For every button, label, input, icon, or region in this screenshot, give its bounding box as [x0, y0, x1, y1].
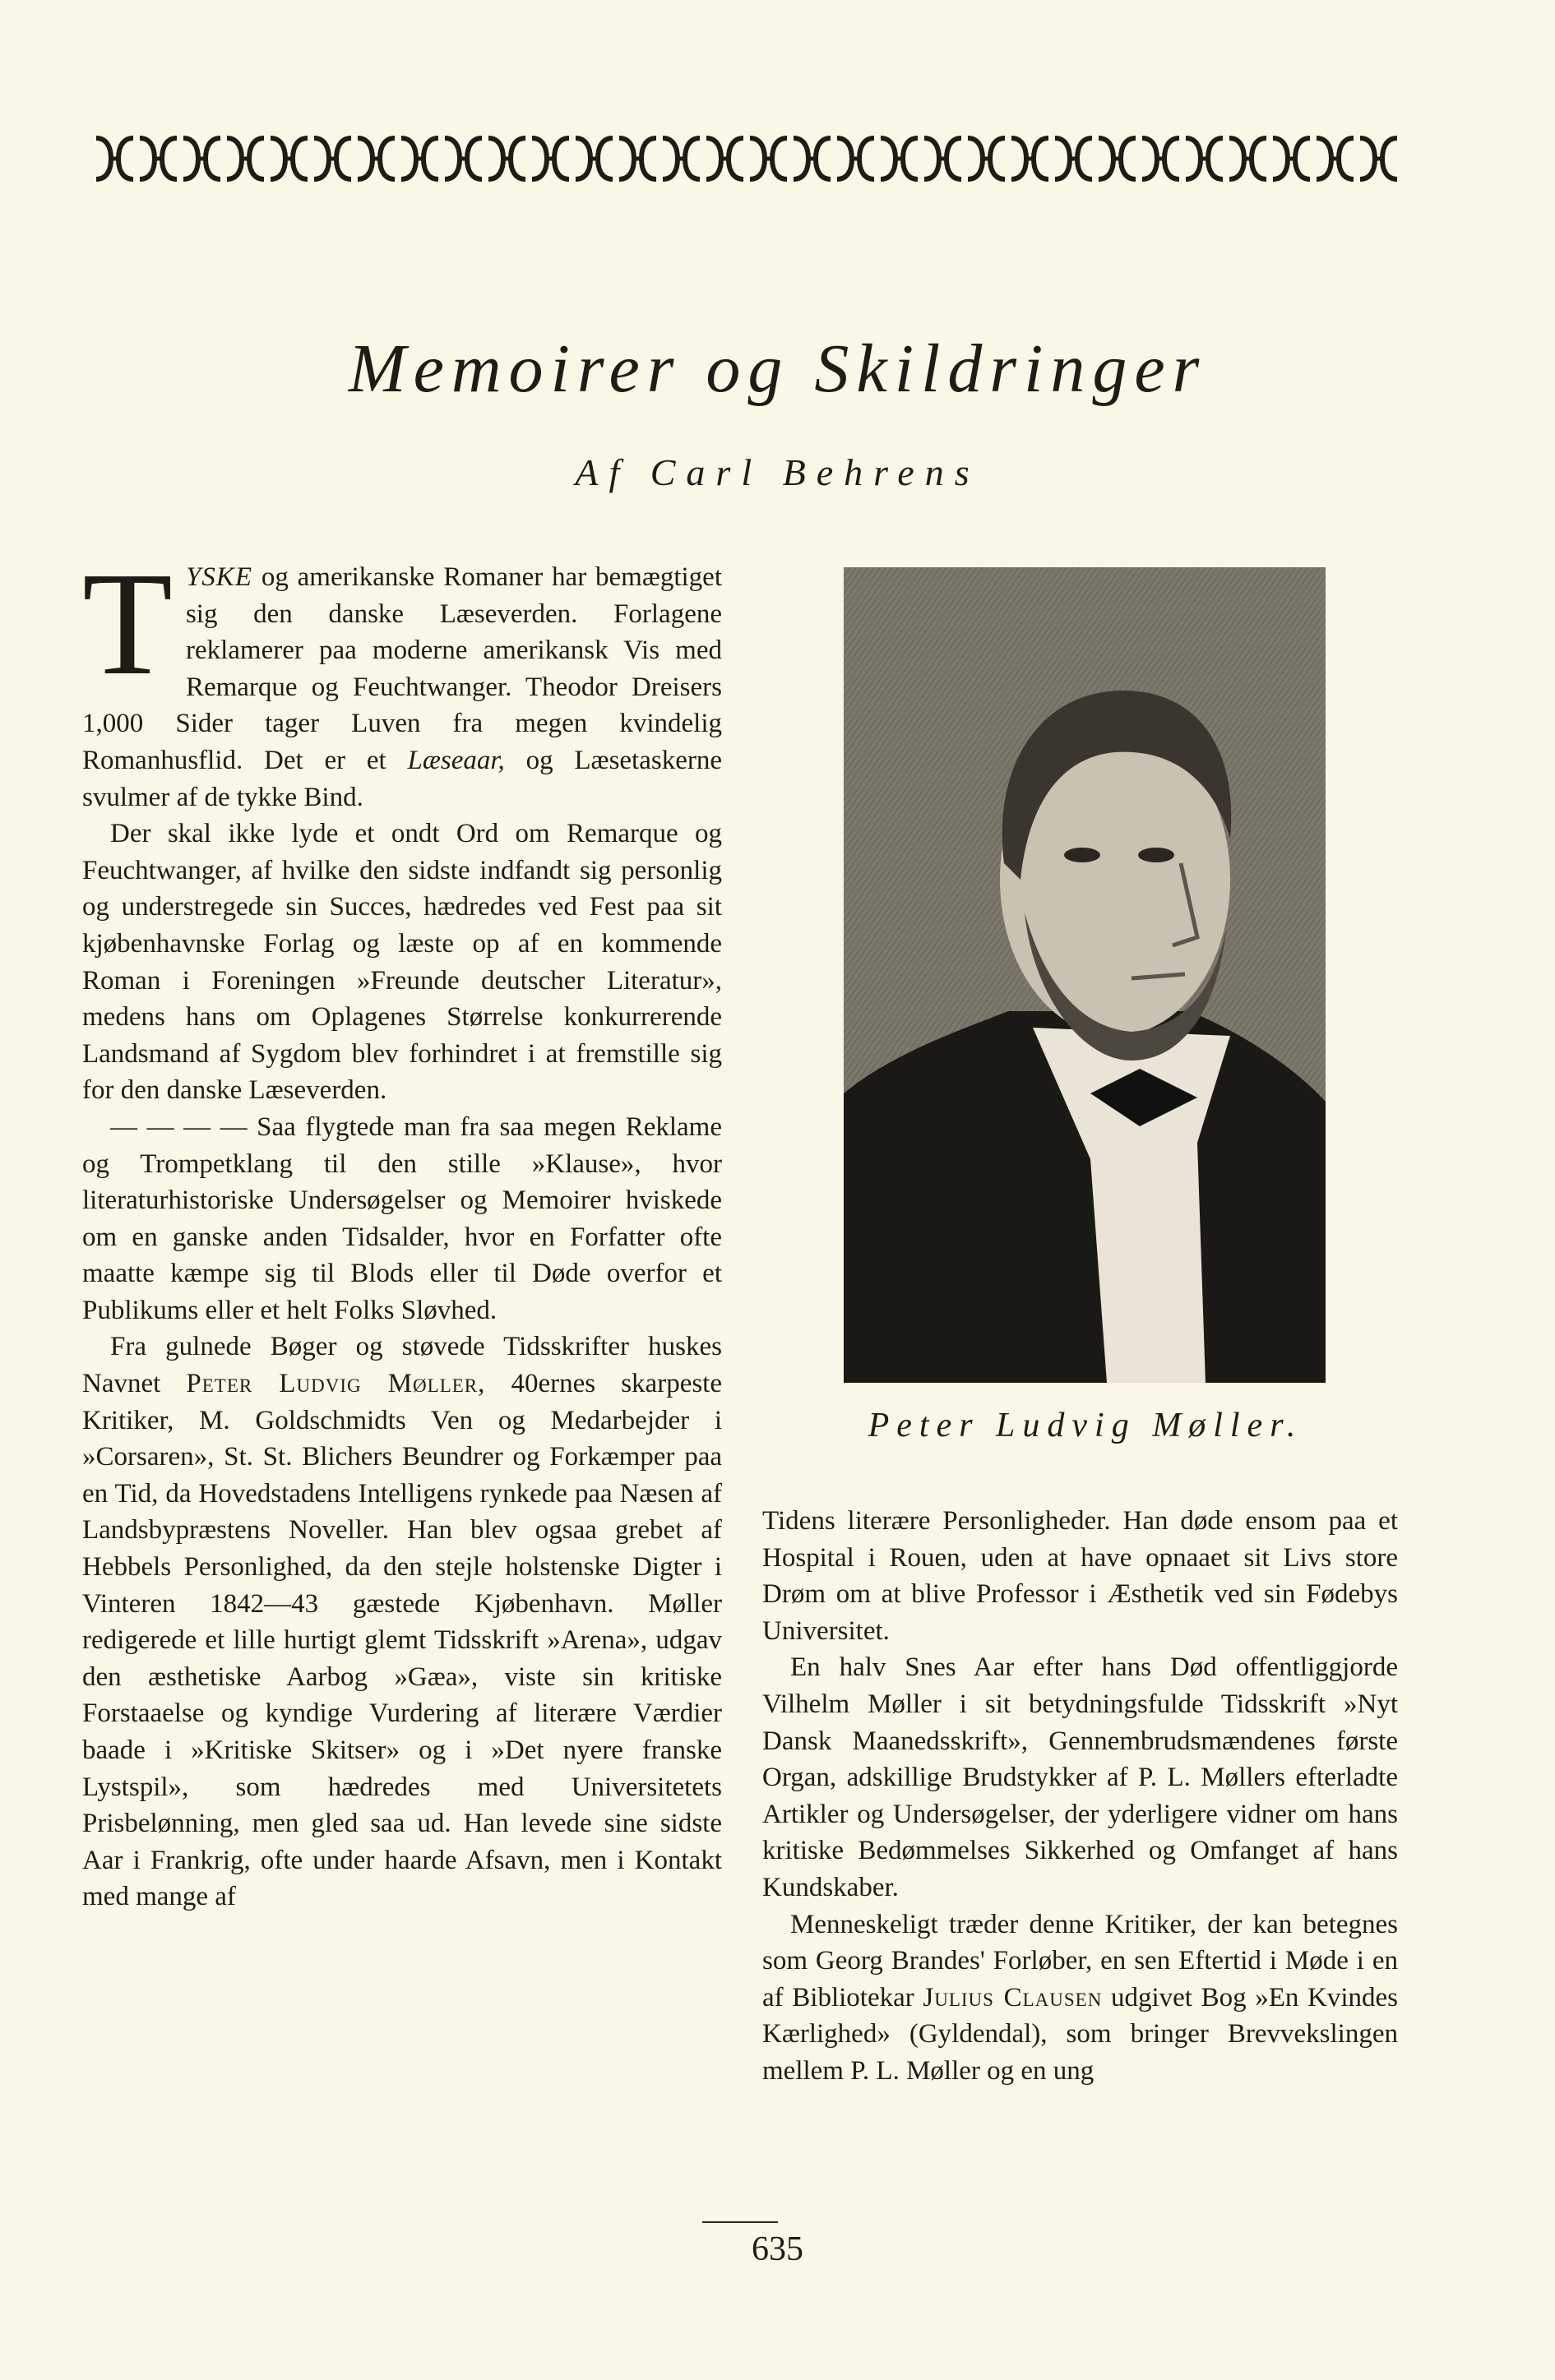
decorative-border-ornament [93, 133, 1400, 184]
portrait-caption: Peter Ludvig Møller. [868, 1407, 1303, 1444]
drop-cap: T [82, 542, 173, 705]
page-number: 635 [752, 2230, 803, 2268]
opening-word: YSKE [185, 562, 252, 592]
paragraph [82, 1329, 722, 1916]
paragraph [762, 1906, 1398, 2090]
left-text-column [82, 542, 722, 1916]
portrait-image [844, 567, 1326, 1383]
person-name: Julius Clausen [923, 1982, 1103, 2013]
paragraph-text: og Læsetaskerne svulmer af de tykke Bind. [82, 745, 722, 812]
person-name: Peter Ludvig Møller, [186, 1369, 486, 1399]
italic-text: Læseaar, [407, 745, 505, 775]
author-byline: Af Carl Behrens [575, 451, 980, 493]
paragraph: En halv Snes Aar efter hans Død offentliggjorde Vilhelm Møller i sit betydningsfulde Tidsskrift »Nyt Dansk Maanedsskrift», Gennembrudsmændenes første Organ, adskillige Brudstykker af P. L. Møllers efterladte Artikler og Undersøgelser, der yderligere vidner om hans kritiske Bedømmelses Sikkerhed og Omfanget af hans Kundskaber. [762, 1652, 1398, 1902]
paragraph-text: og amerikanske Romaner har bemægtiget sig den danske Læseverden. Forlagene reklamerer paa moderne amerikansk Vis med Remarque og Feuchtwanger. Theodor Dreisers 1,000 Sider tager Luven fra megen kvindelig Romanhusflid. Det er et [82, 562, 722, 775]
article-title: Memoirer og Skildringer [348, 330, 1207, 407]
right-text-column [762, 1503, 1398, 2090]
page-number-rule [702, 2221, 778, 2223]
paragraph: Der skal ikke lyde et ondt Ord om Remarque og Feuchtwanger, af hvilke den sidste indfandt sig personlig og understregede sin Succes, hædredes ved Fest paa sit kjøbenhavnske Forlag og læste op af en kommende Roman i Foreningen »Freunde deutscher Literatur», medens hans om Oplagenes Størrelse konkurrerende Landsmand af Sygdom blev forhindret i at fremstille sig for den danske Læseverden. [82, 819, 722, 1106]
paragraph: Tidens literære Personligheder. Han døde ensom paa et Hospital i Rouen, uden at have opnaaet sit Livs store Drøm om at blive Professor i Æsthetik ved sin Fødebys Universitet. [762, 1506, 1398, 1646]
paragraph-text: Menneskeligt træder denne Kritiker, der kan betegnes som Georg Brandes' Forløber, en sen Eftertid i Møde i en af Bibliotekar [762, 1909, 1398, 2013]
paragraph-text: 40ernes skarpeste Kritiker, M. Goldschmidts Ven og Medarbejder i »Corsaren», St. St. Blichers Beundrer og Forkæmper paa en Tid, da Hovedstadens Intelligens rynkede paa Næsen af Landsbypræstens Noveller. Han blev ogsaa grebet af Hebbels Personlighed, da den stejle holstenske Digter i Vinteren 1842—43 gæstede Kjøbenhavn. Møller redigerede et lille hurtigt glemt Tidsskrift »Arena», udgav den æsthetiske Aarbog »Gæa», viste sin kritiske Forstaaelse og kyndige Vurdering af literære Værdier baade i »Kritiske Skitser» og i »Det nyere franske Lystspil», som hædredes med Universitetets Prisbelønning, men gled saa ud. Han levede sine sidste Aar i Frankrig, ofte under haarde Afsavn, men i Kontakt med mange af [82, 1369, 722, 1912]
paragraph: — — — — Saa flygtede man fra saa megen Reklame og Trompetklang til den stille »Klause», hvor literaturhistoriske Undersøgelser og Memoirer hviskede om en ganske anden Tidsalder, hvor en Forfatter ofte maatte kæmpe sig til Blods eller til Døde overfor et Publikums eller et helt Folks Sløvhed. [82, 1111, 722, 1325]
paragraph-text: udgivet Bog »En Kvindes Kærlighed» (Gyldendal), som bringer Brevvekslingen mellem P. L. Møller og en ung [762, 1982, 1398, 2086]
paragraph [82, 542, 722, 816]
paragraph-text: Fra gulnede Bøger og støvede Tidsskrifter huskes Navnet [82, 1332, 722, 1399]
